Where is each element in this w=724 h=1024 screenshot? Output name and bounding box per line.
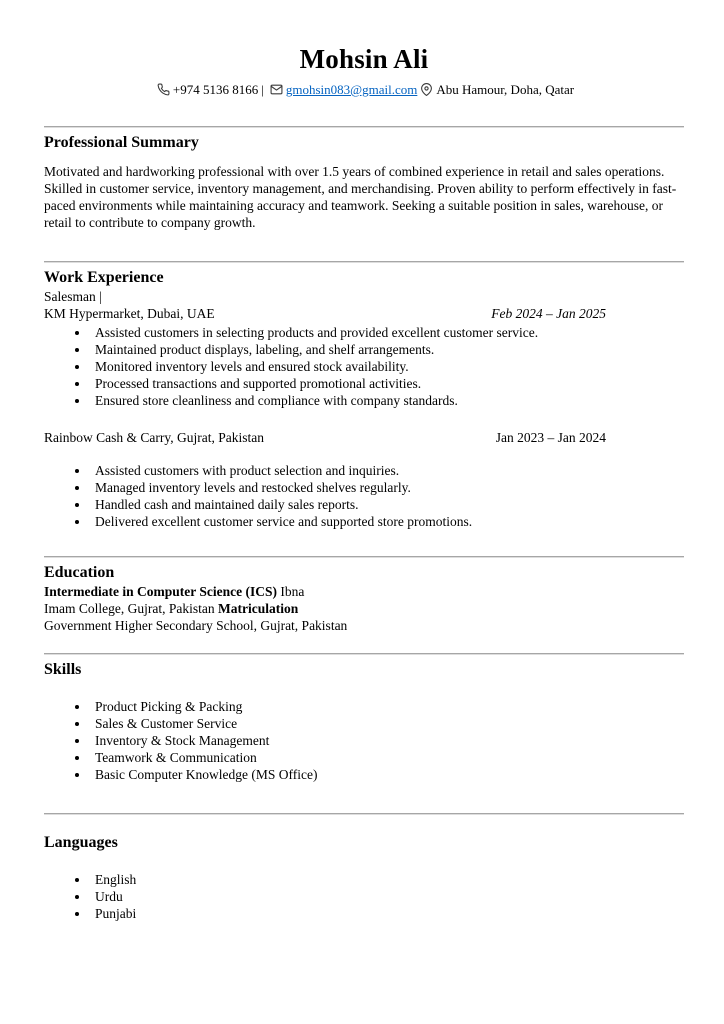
list-item: • Basic Computer Knowledge (MS Office) (90, 766, 684, 783)
company-name: Rainbow Cash & Carry, Gujrat, Pakistan (44, 430, 264, 445)
degree-name: Intermediate in Computer Science (ICS) (44, 584, 277, 599)
envelope-icon (270, 83, 283, 96)
list-item: • Delivered excellent customer service and supported store promotions. (90, 513, 684, 530)
job-bullet-list (44, 462, 684, 530)
job-bullet-list (44, 324, 684, 409)
company-name: KM Hypermarket, Dubai, UAE (44, 306, 215, 321)
section-divider (44, 261, 684, 263)
education-line: Government Higher Secondary School, Gujrat, Pakistan (44, 618, 348, 633)
list-item: • English (90, 871, 684, 888)
college-name: Imam College, Gujrat, Pakistan (44, 601, 218, 616)
map-pin-icon (420, 83, 433, 96)
list-item: • Processed transactions and supported promotional activities. (90, 375, 684, 392)
job-company-row (44, 305, 684, 322)
list-item: • Handled cash and maintained daily sales reports. (90, 496, 684, 513)
degree-suffix: Ibna (276, 584, 305, 599)
job-dates: Feb 2024 – Jan 2025 (491, 306, 606, 321)
skills-list (44, 698, 684, 783)
summary-heading: Professional Summary (44, 134, 199, 151)
matriculation-label: Matriculation (217, 601, 299, 616)
phone-number: +974 5136 8166 (172, 82, 259, 97)
education-line (44, 583, 684, 600)
list-item: • Assisted customers with product selection and inquiries. (90, 462, 684, 479)
list-item: • Product Picking & Packing (90, 698, 684, 715)
location-text: Abu Hamour, Doha, Qatar (436, 82, 575, 97)
email-link[interactable]: gmohsin083@gmail.com (285, 82, 418, 97)
list-item: • Punjabi (90, 905, 684, 922)
list-item: • Maintained product displays, labeling, and shelf arrangements. (90, 341, 684, 358)
section-divider (44, 126, 684, 128)
contact-separator: | (261, 82, 264, 97)
languages-list (44, 871, 684, 922)
list-item: • Sales & Customer Service (90, 715, 684, 732)
skills-heading: Skills (44, 661, 82, 678)
summary-text: Motivated and hardworking professional with over 1.5 years of combined experience in retail and sales operations. Skilled in customer service, inventory management, and merchandising. Proven ability to perform effectively in fast-paced environments while maintaining accuracy and teamwork. Seeking a suitable position in sales, warehouse, or retail to contribute to company growth. (44, 164, 677, 230)
job-title: Salesman | (44, 289, 102, 304)
job-company-row (44, 429, 684, 446)
section-divider (44, 813, 684, 815)
list-item: • Inventory & Stock Management (90, 732, 684, 749)
list-item: • Teamwork & Communication (90, 749, 684, 766)
section-divider (44, 556, 684, 558)
education-heading: Education (44, 564, 115, 581)
job-dates: Jan 2023 – Jan 2024 (495, 430, 606, 445)
contact-line (44, 81, 684, 98)
list-item: • Urdu (90, 888, 684, 905)
page-title: Mohsin Ali (299, 44, 429, 74)
phone-receiver-icon (157, 83, 170, 96)
education-line (44, 600, 684, 617)
list-item: • Ensured store cleanliness and compliance with company standards. (90, 392, 684, 409)
list-item: • Managed inventory levels and restocked shelves regularly. (90, 479, 684, 496)
section-divider (44, 653, 684, 655)
languages-heading: Languages (44, 834, 118, 851)
work-heading: Work Experience (44, 269, 164, 286)
list-item: • Monitored inventory levels and ensured stock availability. (90, 358, 684, 375)
list-item: • Assisted customers in selecting products and provided excellent customer service. (90, 324, 684, 341)
